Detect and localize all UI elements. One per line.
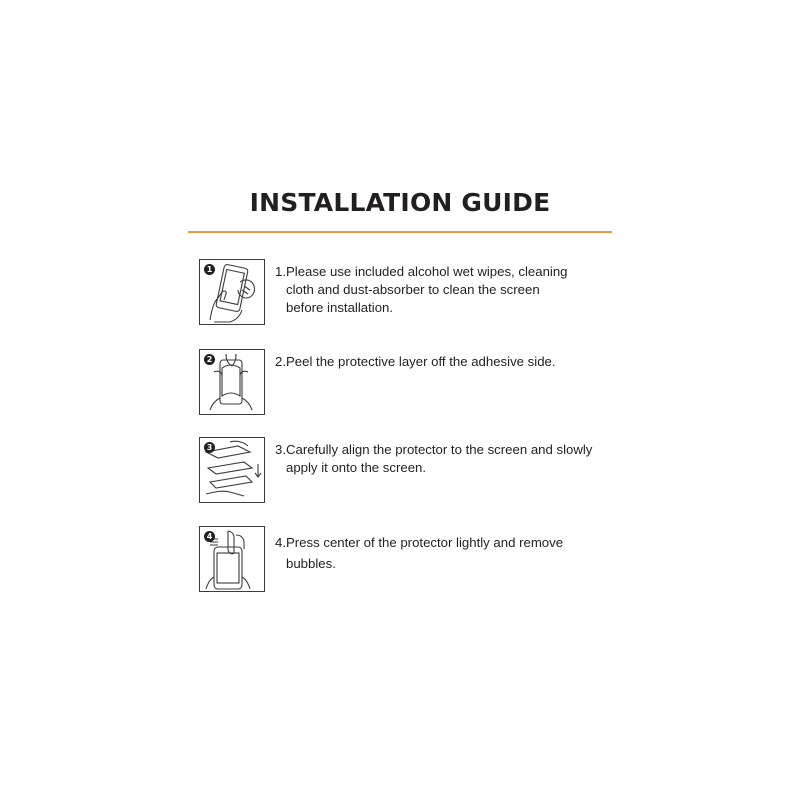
step-1-line-3: before installation.: [286, 300, 394, 315]
step-1-illustration: [199, 259, 265, 325]
title-underline: [188, 231, 612, 233]
step-4-number-badge: 4: [204, 531, 215, 542]
step-4-text: [275, 532, 615, 574]
step-1-line-1: 1.Please use included alcohol wet wipes, cleaning: [275, 264, 568, 279]
step-1-number-badge: 1: [204, 264, 215, 275]
step-4-line-1: 4.Press center of the protector lightly and remove: [275, 535, 564, 550]
step-4-illustration: [199, 526, 265, 592]
step-4-line-2: bubbles.: [286, 556, 336, 571]
step-3-text: [275, 441, 615, 477]
step-3-line-1: 3.Carefully align the protector to the screen and slowly: [275, 442, 593, 457]
step-3-illustration: [199, 437, 265, 503]
step-3-line-2: apply it onto the screen.: [286, 460, 427, 475]
step-3-number-badge: 3: [204, 442, 215, 453]
step-2-number-badge: 2: [204, 354, 215, 365]
step-2-line-1: 2.Peel the protective layer off the adhesive side.: [275, 354, 556, 369]
step-2-text: [275, 353, 615, 371]
step-1-line-2: cloth and dust-absorber to clean the screen: [286, 282, 540, 297]
step-2-illustration: [199, 349, 265, 415]
step-1-text: [275, 263, 615, 317]
page-title: INSTALLATION GUIDE: [249, 188, 551, 217]
